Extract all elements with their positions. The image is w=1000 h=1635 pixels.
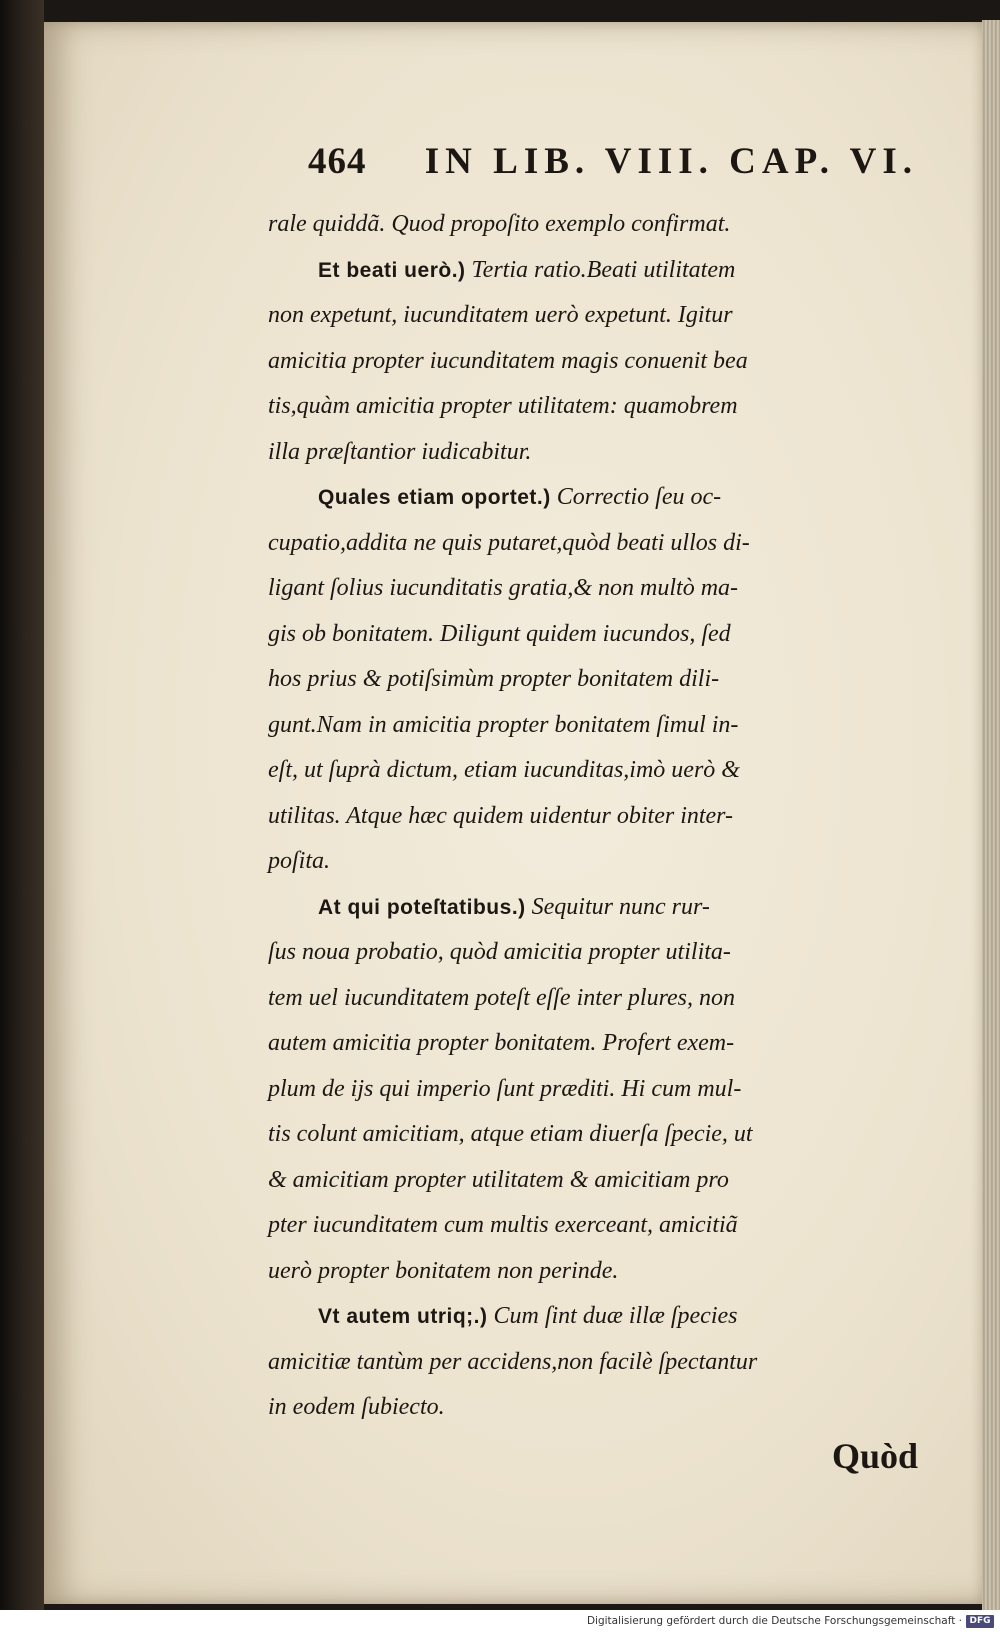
text-line	[268, 748, 988, 794]
running-head-title: IN LIB. VIII. CAP. VI.	[424, 141, 918, 182]
catchword: Quòd	[831, 1435, 918, 1476]
line-text: Correctio ſeu oc-	[556, 484, 722, 510]
book-page	[44, 22, 986, 1604]
text-line	[268, 885, 988, 931]
footer-credit: Digitalisierung gefördert durch die Deutsche Forschungsgemeinschaft ·	[586, 1615, 962, 1627]
lemma: At qui poteſtatibus.)	[318, 895, 526, 919]
text-line	[268, 794, 988, 840]
line-text: plum de ijs qui imperio ſunt præditi. Hi cum mul-	[268, 1075, 742, 1102]
line-text: non expetunt, iucunditatem uerò expetunt. Igitur	[268, 302, 733, 328]
line-text: tis colunt amicitiam, atque etiam diuerſa ſpecie, ut	[268, 1121, 753, 1147]
line-text: ſus noua probatio, quòd amicitia propter utilita-	[268, 939, 731, 965]
text-line	[268, 1294, 988, 1340]
book-spine	[0, 0, 44, 1610]
line-text: amicitiæ tantùm per accidens,non facilè ſpectantur	[268, 1348, 758, 1375]
dfg-logo: DFG	[966, 1615, 994, 1628]
line-text: utilitas. Atque hæc quidem uidentur obiter inter-	[268, 802, 734, 829]
lemma: Vt autem utriq;.)	[318, 1305, 488, 1328]
text-line	[268, 202, 988, 248]
text-line	[268, 1021, 988, 1067]
line-text: hos prius & potiſsimùm propter bonitatem dili-	[268, 666, 720, 692]
text-line	[268, 839, 988, 885]
line-text: Cum ſint duæ illæ ſpecies	[493, 1303, 738, 1329]
text-line	[268, 1067, 988, 1113]
text-line	[268, 248, 988, 294]
text-line	[268, 976, 988, 1022]
text-lines	[268, 202, 988, 1431]
text-line	[268, 430, 988, 476]
line-text: gunt.Nam in amicitia propter bonitatem ſimul in-	[268, 711, 739, 738]
text-line	[268, 657, 988, 703]
text-line	[268, 1249, 988, 1295]
text-line	[268, 1158, 988, 1204]
text-line	[268, 1385, 988, 1431]
line-text: Tertia ratio.Beati utilitatem	[471, 256, 736, 283]
lemma: Et beati uerò.)	[318, 258, 466, 282]
line-text: gis ob bonitatem. Diligunt quidem iucundos, ſed	[268, 620, 731, 647]
running-head	[308, 140, 918, 202]
line-text: in eodem ſubiecto.	[268, 1394, 445, 1420]
line-text: Sequitur nunc rur-	[531, 893, 710, 920]
text-line	[268, 384, 988, 430]
text-line	[268, 1112, 988, 1158]
line-text: & amicitiam propter utilitatem & amicitiam pro	[268, 1166, 729, 1193]
line-text: ligant ſolius iucunditatis gratia,& non multò ma-	[268, 575, 739, 601]
text-line	[268, 566, 988, 612]
page-edges	[982, 20, 1000, 1610]
text-line	[268, 293, 988, 339]
text-line	[268, 930, 988, 976]
line-text: eſt, ut ſuprà dictum, etiam iucunditas,imò uerò &	[268, 757, 740, 783]
text-line	[268, 703, 988, 749]
text-line	[268, 1203, 988, 1249]
text-line	[268, 521, 988, 567]
text-line	[268, 612, 988, 658]
line-text: cupatio,addita ne quis putaret,quòd beati ullos di-	[268, 529, 750, 556]
text-block	[268, 140, 988, 1483]
line-text: autem amicitia propter bonitatem. Profert exem-	[268, 1030, 735, 1056]
line-text: uerò propter bonitatem non perinde.	[268, 1257, 619, 1284]
text-line	[268, 339, 988, 385]
page-number: 464	[308, 141, 367, 182]
footer	[0, 1610, 1000, 1635]
text-line	[268, 1340, 988, 1386]
line-text: tem uel iucunditatem poteſt eſſe inter plures, non	[268, 984, 736, 1011]
line-text: pter iucunditatem cum multis exerceant, amicitiã	[268, 1212, 738, 1238]
line-text: illa præſtantior iudicabitur.	[268, 438, 532, 465]
line-text: tis,quàm amicitia propter utilitatem: quamobrem	[268, 393, 738, 419]
text-line	[268, 475, 988, 521]
line-text: amicitia propter iucunditatem magis conuenit bea	[268, 347, 748, 374]
line-text: rale quiddã. Quod propoſito exemplo confirmat.	[268, 211, 731, 237]
line-text: poſita.	[268, 848, 331, 874]
lemma: Quales etiam oportet.)	[318, 486, 551, 509]
